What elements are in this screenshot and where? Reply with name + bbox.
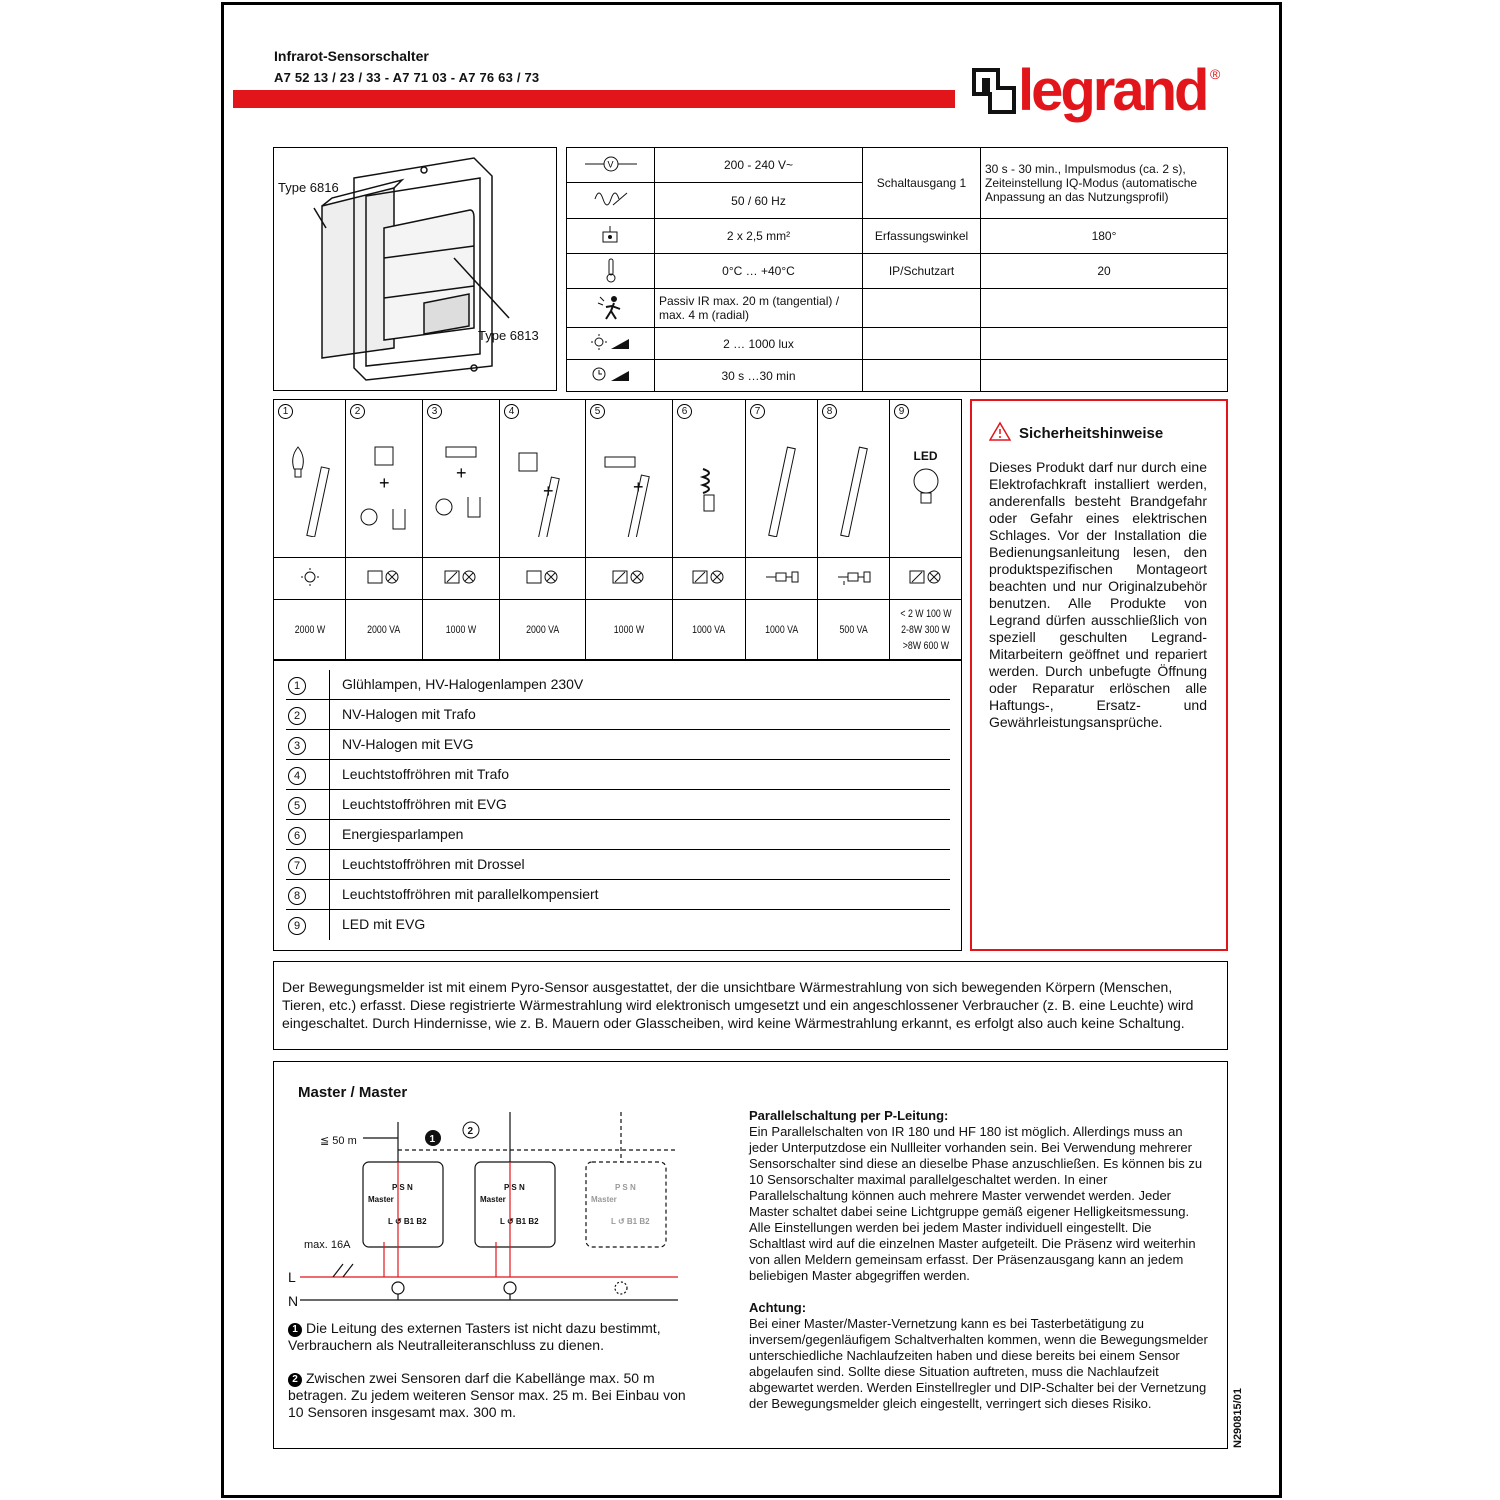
wire-icon [567,219,655,254]
wiring-title: Master / Master [298,1084,408,1101]
empty-cell [981,360,1228,392]
tube-choke-icon [752,417,812,537]
load-cell-1 [274,400,346,558]
load-cell-8 [818,400,890,558]
load-number: 5 [590,404,605,419]
terminal-label: P S N [504,1183,525,1192]
max-load-value: 1000 W [586,600,673,660]
legend-row: 1 Glühlampen, HV-Halogenlampen 230V [286,670,950,700]
legend-row: 6 Energiesparlampen [286,820,950,850]
transformer-symbol-icon [346,558,423,600]
incandescent-symbol-icon [274,558,346,600]
terminal-label: L ↺ B1 B2 [611,1217,650,1226]
master-label: Master [480,1195,506,1204]
max-load-value: 1000 VA [673,600,746,660]
load-number: 1 [278,404,293,419]
parallel-title: Parallelschaltung per P-Leitung: [749,1108,949,1123]
load-table [273,399,962,660]
load-cell-9 [890,400,962,558]
ballast-halogen-icon [426,417,496,537]
safety-title: Sicherheitshinweise [1019,425,1164,442]
terminal-label: L ↺ B1 B2 [500,1217,539,1226]
spec-detection: Passiv IR max. 20 m (tangential) / max. 4 m (radial) [655,289,863,328]
max-load-value: 1000 W [423,600,500,660]
ip-value: 20 [981,254,1228,289]
load-cell-3 [423,400,500,558]
ballast-symbol-icon [673,558,746,600]
legend-row: 4 Leuchtstoffröhren mit Trafo [286,760,950,790]
legend-row: 2 NV-Halogen mit Trafo [286,700,950,730]
empty-cell [981,328,1228,360]
load-number: 3 [427,404,442,419]
ballast-symbol-icon [423,558,500,600]
legend-row: 5 Leuchtstoffröhren mit EVG [286,790,950,820]
svg-text:+: + [456,463,467,483]
load-number: 4 [504,404,519,419]
warning-title: Achtung: [749,1300,807,1315]
led-label: LED [913,449,938,463]
load-cell-5 [586,400,673,558]
empty-cell [981,289,1228,328]
output-value: 30 s - 30 min., Impulsmodus (ca. 2 s), Zeiteinstellung IQ-Modus (automatische Anpassung an das Nutzungsprofil) [981,148,1228,219]
load-number: 9 [894,404,909,419]
warning-text: Bei einer Master/Master-Vernetzung kann es bei Tasterbetätigung zu inversem/gegenläufigem Schaltverhalten kommen, wenn die Bewegungsmelder unterschiedliche Nachlaufzeiten haben und diese bereits bei einem Sensor abgelaufen sind. Sollte diese Situation auftreten, muss die Nachlaufzeit abgewartet werden. Werden Einstellregler und DIP-Schalter bei der Vernetzung der Bewegungsmelder gleich eingestellt, verringert sich dieses Risiko. [749,1316,1208,1411]
dimmer-type-row [274,558,962,600]
timer-icon [567,360,655,392]
voltage-icon [567,148,655,183]
compensated-symbol-icon [818,558,890,600]
load-cell-2 [346,400,423,558]
terminal-label: P S N [615,1183,636,1192]
legrand-mark-icon [972,68,1016,114]
ip-label: IP/Schutzart [863,254,981,289]
load-number: 6 [677,404,692,419]
svg-text:+: + [542,481,554,501]
distance-label: ≦ 50 m [320,1135,357,1147]
legend-row: 8 Leuchtstoffröhren mit parallelkompensiert [286,880,950,910]
load-legend [273,660,962,951]
wiring-section [273,1061,1228,1449]
master-label: Master [591,1195,617,1204]
wiring-note-2: 2 Zwischen zwei Sensoren darf die Kabellänge max. 50 m betragen. Zu jedem weiteren Sensor max. 25 m. Bei Einbau von 10 Sensoren insgesamt max. 300 m. [288,1370,686,1420]
master-label: Master [368,1195,394,1204]
brand-wordmark: legrand [1018,58,1207,123]
document-title: Infrarot-Sensorschalter [274,48,429,64]
output-label: Schaltausgang 1 [863,148,981,219]
terminal-label: P S N [392,1183,413,1192]
ballast-symbol-icon [890,558,962,600]
fuse-label: max. 16A [304,1239,351,1251]
type-label-a: Type 6816 [278,180,339,195]
description-box [273,961,1228,1050]
legend-row: 7 Leuchtstoffröhren mit Drossel [286,850,950,880]
header-red-bar [233,90,955,108]
max-load-row [274,600,962,660]
choke-symbol-icon [746,558,818,600]
terminal-label: L ↺ B1 B2 [388,1217,427,1226]
warning-icon [989,421,1011,441]
led-load-values: < 2 W 100 W 2-8W 300 W >8W 600 W [890,600,962,660]
angle-value: 180° [981,219,1228,254]
empty-cell [863,328,981,360]
svg-text:2: 2 [467,1126,474,1137]
max-load-value: 1000 VA [746,600,818,660]
load-cell-6 [673,400,746,558]
transformer-halogen-icon [349,417,419,537]
wiring-diagram [288,1102,728,1352]
max-load-value: 500 VA [818,600,890,660]
parallel-section [749,1108,1209,1284]
product-illustration [273,147,557,391]
load-cell-4 [500,400,586,558]
safety-text: Dieses Produkt darf nur durch eine Elektrofachkraft installiert werden, anderenfalls besteht Brandgefahr oder Gefahr eines elektrischen Schlages. Vor der Installation die Bedienungsanleitung lesen, den produktspezifischen Montageort beachten und nur Originalzubehör benutzen. Alle Produkte von Legrand dürfen ausschließlich von speziell geschulten Legrand-Mitarbeitern geöffnet und repariert werden. Durch unbefugte Öffnung oder Reparatur erlöschen alle Haftungs-, Ersatz- und Gewährleistungsansprüche. [989,459,1207,730]
empty-cell [863,360,981,392]
angle-label: Erfassungswinkel [863,219,981,254]
energy-saving-lamp-icon [679,417,739,537]
spec-wire: 2 x 2,5 mm² [655,219,863,254]
tube-compensated-icon [824,417,884,537]
product-codes: A7 52 13 / 23 / 33 - A7 71 03 - A7 76 63 / 73 [274,70,540,85]
spec-temperature: 0°C … +40°C [655,254,863,289]
legend-row: 9 LED mit EVG [286,910,950,940]
svg-text:+: + [379,473,390,493]
ballast-symbol-icon [586,558,673,600]
max-load-value: 2000 VA [500,600,586,660]
description-text: Der Bewegungsmelder ist mit einem Pyro-Sensor ausgestattet, der die unsichtbare Wärmestrahlung von sich bewegenden Körpern (Menschen, Tieren, etc.) erfasst. Diese registrierte Wärmestrahlung wird elektronisch umgesetzt und ein angeschlossener Verbraucher (z. B. eine Leuchte) wird eingeschaltet. Durch Hindernisse, wie z. B. Mauern oder Glasscheiben, wird keine Wärmestrahlung erkannt, es erfolgt also auch keine Schaltung. [282,979,1194,1031]
ballast-tube-icon [589,417,669,537]
document-id: N290815/01 [1232,1388,1244,1448]
svg-text:1: 1 [429,1134,436,1145]
wiring-note-1: 1 Die Leitung des externen Tasters ist nicht dazu bestimmt, Verbrauchern als Neutralleiteranschluss zu dienen. [288,1320,661,1353]
type-label-b: Type 6813 [478,328,539,343]
legrand-logo [972,58,1234,128]
transformer-tube-icon [503,417,583,537]
bulb-halogen-icon [280,417,340,537]
spec-lux: 2 … 1000 lux [655,328,863,360]
svg-text:+: + [633,477,644,497]
spec-time: 30 s …30 min [655,360,863,392]
transformer-symbol-icon [500,558,586,600]
warning-section [749,1300,1209,1412]
empty-cell [863,289,981,328]
max-load-value: 2000 W [274,600,346,660]
load-number: 2 [350,404,365,419]
spec-table [566,147,1228,392]
led-bulb-icon [906,463,946,513]
thermometer-icon [567,254,655,289]
registered-mark: ® [1210,66,1221,82]
legend-row: 3 NV-Halogen mit EVG [286,730,950,760]
load-number: 8 [822,404,837,419]
max-load-value: 2000 VA [346,600,423,660]
line-n-label: N [288,1293,299,1309]
spec-frequency: 50 / 60 Hz [655,183,863,219]
lux-icon [567,328,655,360]
frequency-icon [567,183,655,219]
motion-detection-icon [567,289,655,328]
svg-text:V: V [607,159,614,169]
parallel-text: Ein Parallelschalten von IR 180 und HF 180 ist möglich. Allerdings muss an jeder Unterputzdose ein Nullleiter vorhanden sein. Bei Verwendung mehrerer Sensorschalter sind diese an dieselbe Phase anzuschließen. Es können bis zu 10 Sensorschalter maximal parallelgeschaltet werden. In einer Parallelschaltung können auch mehrere Master verwendet werden. Jeder Master schaltet dabei seine Lichtgruppe gemäß eigener Helligkeitsmessung. Alle Einstellungen werden bei jedem Master individuell eingestellt. Die Schaltlast wird auf die einzelnen Master aufgeteilt. Die Präsenz wird weiterhin von allen Meldern gemeinsam erfasst. Der Präsenzausgang kann an jedem beliebigen Master abgegriffen werden. [749,1124,1203,1283]
load-number: 7 [750,404,765,419]
spec-voltage: 200 - 240 V~ [655,148,863,183]
line-l-label: L [288,1269,296,1285]
load-cell-7 [746,400,818,558]
safety-notes [970,399,1228,951]
